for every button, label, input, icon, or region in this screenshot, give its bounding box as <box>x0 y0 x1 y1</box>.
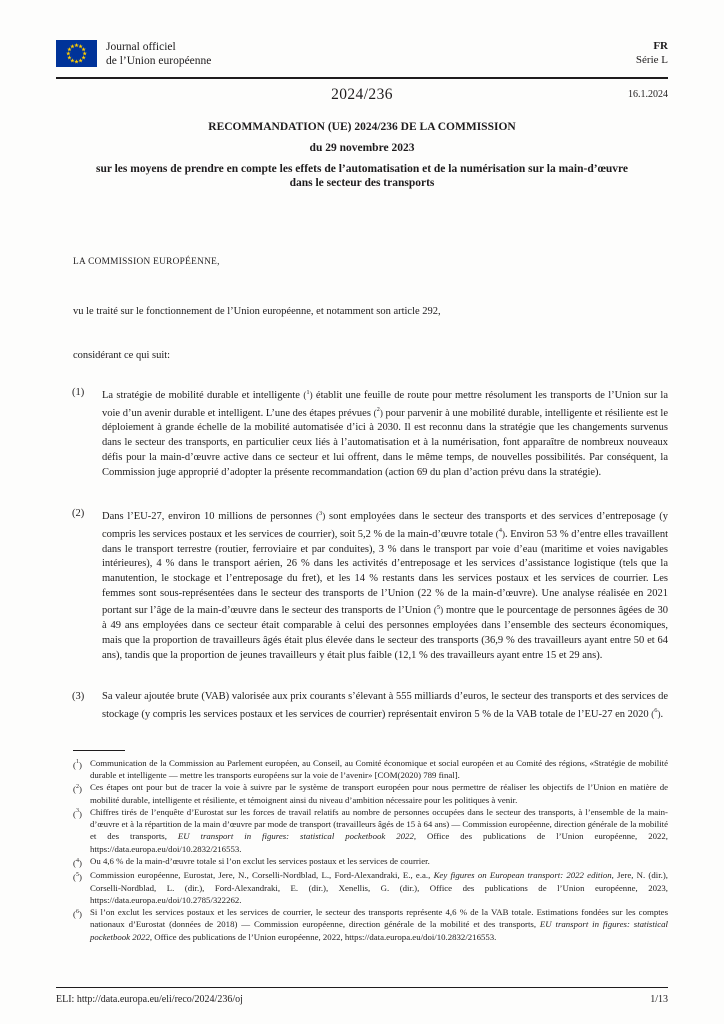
footnotes-list <box>73 757 668 943</box>
footnote-marker: ($^6$) <box>73 908 82 920</box>
treaty-citation: vu le traité sur le fonctionnement de l’Union européenne, et notamment son article 292, <box>73 306 441 317</box>
header-lang: FR <box>653 40 668 52</box>
recital-text: La stratégie de mobilité durable et intelligente ($^1$) établit une feuille de route pour mettre résolument les transports de l’Union sur la voie d’un avenir durable et intelligent. L’une des étapes prévues ($^2$) pour parvenir à une mobilité durable, intelligente et résiliente est le déploiement à grande échelle de la mobilité automatisée d’ici à 2030. Il est reconnu dans la stratégie que les changements survenus dans le secteur des transports, en particulier ceux liés à l’automatisation et à la numérisation, font apparaître de nombreux nouveaux défis pour la main-d’œuvre active dans ce secteur et lui offrent, dans le même temps, de nouvelles possibilités. Par conséquent, la Commission juge approprié d’adopter la présente recommandation (action 69 du plan d’action prévu dans la stratégie). <box>102 388 669 478</box>
footnote-item <box>73 757 668 782</box>
footnote-marker: ($^5$) <box>73 871 82 883</box>
eu-flag-icon <box>56 40 97 67</box>
footnote-item <box>73 806 668 855</box>
footnote-text: Communication de la Commission au Parlement européen, au Conseil, au Comité économique et social européen et au Comité des régions, «Stratégie de mobilité durable et intelligente — mettre les transports européens sur la voie de l’avenir» [COM(2020) 789 final]. <box>90 757 668 780</box>
header-edition <box>636 40 668 67</box>
footnote-text: Commission européenne, Eurostat, Jere, N., Corselli-Nordblad, L., Ford-Alexandraki, E., e.a., Key figures on European transport: 2022 edition, Jere, N. (dir.), Corselli-Nordblad, L. (dir.), Ford-Alexandraki, E. (dir.), Xenellis, G. (dir.), Office des publications de l’Union européenne, 2023, https://data.europa.eu/doi/10.2785/322262. <box>90 870 668 905</box>
recital-number: (3) <box>72 691 85 703</box>
footer <box>56 987 668 1005</box>
footnote-item <box>73 906 668 943</box>
page-number: 1/13 <box>650 994 668 1005</box>
header-series: Série L <box>635 53 668 66</box>
footnote-item <box>73 869 668 906</box>
journal-title-line2: de l’Union européenne <box>106 54 212 67</box>
recitals-intro: considérant ce qui suit: <box>73 350 171 361</box>
footnote-text: Ces étapes ont pour but de tracer la voie à suivre par le système de transport européen pour nous permettre de réaliser les objectifs de l’Union en matière de mobilité durable, intelligente et résiliente, et témoignent ainsi du niveau d’ambition nécessaire pour les politiques à venir. <box>90 782 668 805</box>
recital-item <box>56 507 668 663</box>
footnote-item <box>73 855 668 869</box>
preamble-opening: LA COMMISSION EUROPÉENNE, <box>73 257 220 267</box>
issue-date: 16.1.2024 <box>628 89 668 100</box>
header <box>56 40 668 79</box>
title-act-number: RECOMMANDATION (UE) 2024/236 DE LA COMMISSION <box>208 121 516 133</box>
recital-item <box>56 690 668 722</box>
footnote-marker: ($^2$) <box>73 783 82 795</box>
eli-link: ELI: http://data.europa.eu/eli/reco/2024/236/oj <box>56 994 243 1005</box>
doc-number: 2024/236 <box>331 86 393 103</box>
footnote-item <box>73 781 668 806</box>
title-date: du 29 novembre 2023 <box>309 142 415 154</box>
journal-title-line1: Journal officiel <box>106 41 176 53</box>
recitals-list <box>56 386 668 723</box>
recital-text: Dans l’EU-27, environ 10 millions de personnes ($^3$) sont employées dans le secteur des transports et des services d’entreposage (y compris les services postaux et les services de courrier), soit 5,2 % de la main-d’œuvre totale ($^4$). Environ 53 % d’entre elles travaillent dans le transport terrestre (routier, ferroviaire et par conduites), 3 % dans le transport par voie d’eau (maritime et voies navigables intérieures), 4 % dans le transport aérien, 26 % dans les activités d’entreposage et les services d’assistance logistique (tels que la manutention, le stockage et l’entreposage du fret), et les 14 % restants dans les services postaux et les services de courrier. Les femmes sont sous-représentées dans le secteur des transports de l’Union (22 % de la main-d’œuvre). Une analyse réalisée en 2021 portant sur l’âge de la main-d’œuvre dans le secteur des transports de l’Union ($^5$) montre que le pourcentage de personnes âgées de 30 à 49 ans employées dans ce secteur était comparable à celui des personnes employées dans l’ensemble des secteurs économiques, mais que la proportion de travailleurs âgés était plus élevée dans le secteur des transports (36,9 % des travailleurs ayant entre 50 et 64 ans), tandis que la proportion de jeunes travailleurs y était plus faible (12,1 % des travailleurs ayant entre 15 et 29 ans). <box>102 509 668 661</box>
header-brand <box>56 40 211 68</box>
document-title <box>56 121 668 190</box>
recital-text: Sa valeur ajoutée brute (VAB) valorisée aux prix courants s’élevant à 555 milliards d’euros, le secteur des transports et des services de stockage (y compris les services postaux et les services de courrier) représentait environ 5 % de la VAB totale de l’EU-27 en 2020 ($^6$). <box>102 691 668 720</box>
footnote-marker: ($^4$) <box>73 857 82 868</box>
title-subject: sur les moyens de prendre en compte les effets de l’automatisation et de la numérisation sur la main-d’œuvre dans le secteur des transports <box>95 163 629 189</box>
recital-item <box>56 386 668 480</box>
footnote-text: Ou 4,6 % de la main-d’œuvre totale si l’on exclut les services postaux et les services de courrier. <box>90 856 430 867</box>
footnote-marker: ($^1$) <box>73 759 82 770</box>
footnote-text: Chiffres tirés de l’enquête d’Eurostat sur les forces de travail relatifs au nombre de personnes occupées dans le secteur des transports, à l’ensemble de la main-d’œuvre et à la répartition de la main d’œuvre par mode de transport (travailleurs âgés de 15 à 64 ans) — Commission européenne, direction générale de la mobilité et des transports, EU transport in figures: statistical pocketbook 2022, Office des publications de l’Union européenne, 2022, https://data.europa.eu/doi/10.2832/216553. <box>90 806 668 854</box>
footnote-marker: ($^3$) <box>73 808 82 819</box>
recital-number: (1) <box>72 387 85 398</box>
footnote-separator <box>73 750 125 751</box>
journal-title <box>106 40 211 68</box>
footnote-text: Si l’on exclut les services postaux et les services de courrier, le secteur des transports représente 4,6 % de la VAB totale. Estimations fondées sur les comptes nationaux d’Eurostat (données de 2018) — Commission européenne, direction générale de la mobilité et des transports, EU transport in figures: statistical pocketbook 2022, Office des publications de l’Union européenne, 2022, https://data.europa.eu/doi/10.2832/216553. <box>90 907 668 942</box>
recital-number: (2) <box>72 508 85 520</box>
masthead <box>56 86 668 106</box>
